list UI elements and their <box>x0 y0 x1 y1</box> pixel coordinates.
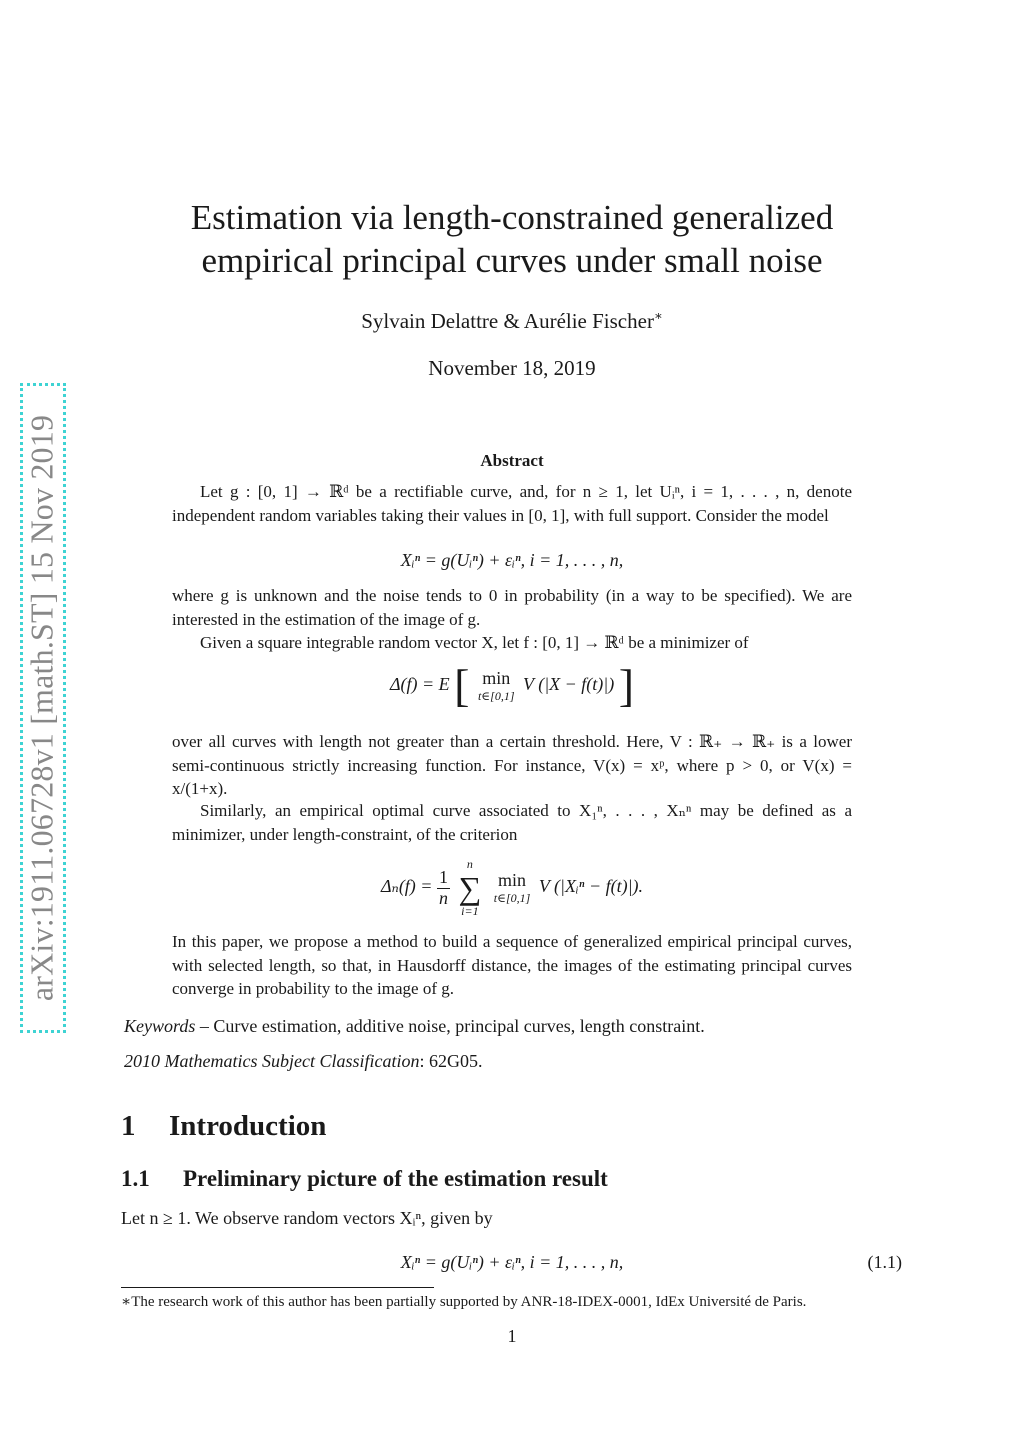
min-label: min <box>498 870 527 890</box>
authors <box>0 308 1024 334</box>
right-bracket: ] <box>618 660 635 711</box>
subsection-number: 1.1 <box>121 1166 150 1191</box>
min-label: min <box>482 668 511 688</box>
sum-lower: i=1 <box>461 904 479 918</box>
equation-text: Xᵢⁿ = g(Uᵢⁿ) + εᵢⁿ, i = 1, . . . , n, <box>400 1252 624 1272</box>
abstract-equation-delta <box>0 660 1024 711</box>
title-line-2: empirical principal curves under small noise <box>201 241 823 280</box>
keywords-label: Keywords <box>124 1016 196 1036</box>
equation-lhs: Δ(f) = E <box>389 674 450 695</box>
msc-text: : 62G05. <box>419 1051 483 1071</box>
subsection-heading <box>121 1166 608 1192</box>
subsection-title: Preliminary picture of the estimation result <box>183 1166 608 1191</box>
abstract-heading: Abstract <box>480 451 544 470</box>
paper-title <box>0 196 1024 282</box>
fraction-numerator: 1 <box>438 866 448 887</box>
abstract-equation-model <box>0 550 1024 571</box>
section-title: Introduction <box>169 1110 327 1142</box>
min-operator <box>478 668 515 704</box>
arxiv-stamp: arXiv:1911.06728v1 [math.ST] 15 Nov 2019 <box>23 414 60 1002</box>
abstract-paragraph-5: Similarly, an empirical optimal curve associated to X₁ⁿ, . . . , Xₙⁿ may be defined as a minimizer, under length-constraint, of the criterion <box>172 801 852 844</box>
sum-operator <box>458 857 481 919</box>
min-operator <box>494 870 531 906</box>
min-subscript: t∈[0,1] <box>493 891 531 905</box>
title-line-1: Estimation via length-constrained generalized <box>190 198 834 237</box>
equation-rhs: V (|X − f(t)|) <box>523 674 615 695</box>
section-number: 1 <box>121 1110 136 1142</box>
min-subscript: t∈[0,1] <box>477 689 515 703</box>
equation-rhs: V (|Xᵢⁿ − f(t)|). <box>538 876 644 897</box>
fraction <box>437 868 450 909</box>
date: November 18, 2019 <box>428 356 596 380</box>
msc-label: 2010 Mathematics Subject Classification <box>124 1051 420 1071</box>
equation-lhs: Δₙ(f) = <box>380 876 433 897</box>
author-footnote-mark: ∗ <box>653 308 663 323</box>
msc-classification <box>124 1051 482 1072</box>
abstract-paragraph-2: where g is unknown and the noise tends to 0 in probability (in a way to be specified). We are interested in the estimation of the image of g. <box>172 586 852 629</box>
keywords-text: – Curve estimation, additive noise, principal curves, length constraint. <box>195 1016 705 1036</box>
equation-number: (1.1) <box>867 1252 902 1272</box>
left-bracket: [ <box>454 660 470 711</box>
page-number: 1 <box>507 1326 517 1346</box>
abstract-paragraph-6: In this paper, we propose a method to build a sequence of generalized empirical principal curves, with selected length, so that, in Hausdorff distance, the images of the estimating principal curves converge in probability to the image of g. <box>172 932 852 998</box>
equation-text: Xᵢⁿ = g(Uᵢⁿ) + εᵢⁿ, i = 1, . . . , n, <box>400 550 624 570</box>
body-text: Let n ≥ 1. We observe random vectors Xᵢⁿ, given by <box>121 1208 493 1228</box>
sum-symbol: ∑ <box>458 870 482 906</box>
section-heading <box>121 1110 326 1143</box>
keywords <box>124 1016 705 1037</box>
footnote: ∗The research work of this author has been partially supported by ANR-18-IDEX-0001, IdEx Université de Paris. <box>121 1294 807 1310</box>
footnote-rule <box>121 1287 434 1288</box>
fraction-denominator: n <box>438 887 448 908</box>
abstract-paragraph-3: Given a square integrable random vector X, let f : [0, 1] → ℝᵈ be a minimizer of <box>200 633 749 652</box>
sum-upper: n <box>466 857 473 871</box>
abstract-paragraph-1: Let g : [0, 1] → ℝᵈ be a rectifiable curve, and, for n ≥ 1, let Uᵢⁿ, i = 1, . . . , n, denote independent random variables taking their values in [0, 1], with full support. Consider the model <box>172 482 852 525</box>
abstract-paragraph-4: over all curves with length not greater than a certain threshold. Here, V : ℝ₊ → ℝ₊ is a lower semi-continuous strictly increasing function. For instance, V(x) = xᵖ, where p > 0, or V(x) = x/(1+x). <box>172 732 852 798</box>
abstract-equation-empirical <box>0 857 1024 919</box>
author-names: Sylvain Delattre & Aurélie Fischer <box>361 309 654 333</box>
